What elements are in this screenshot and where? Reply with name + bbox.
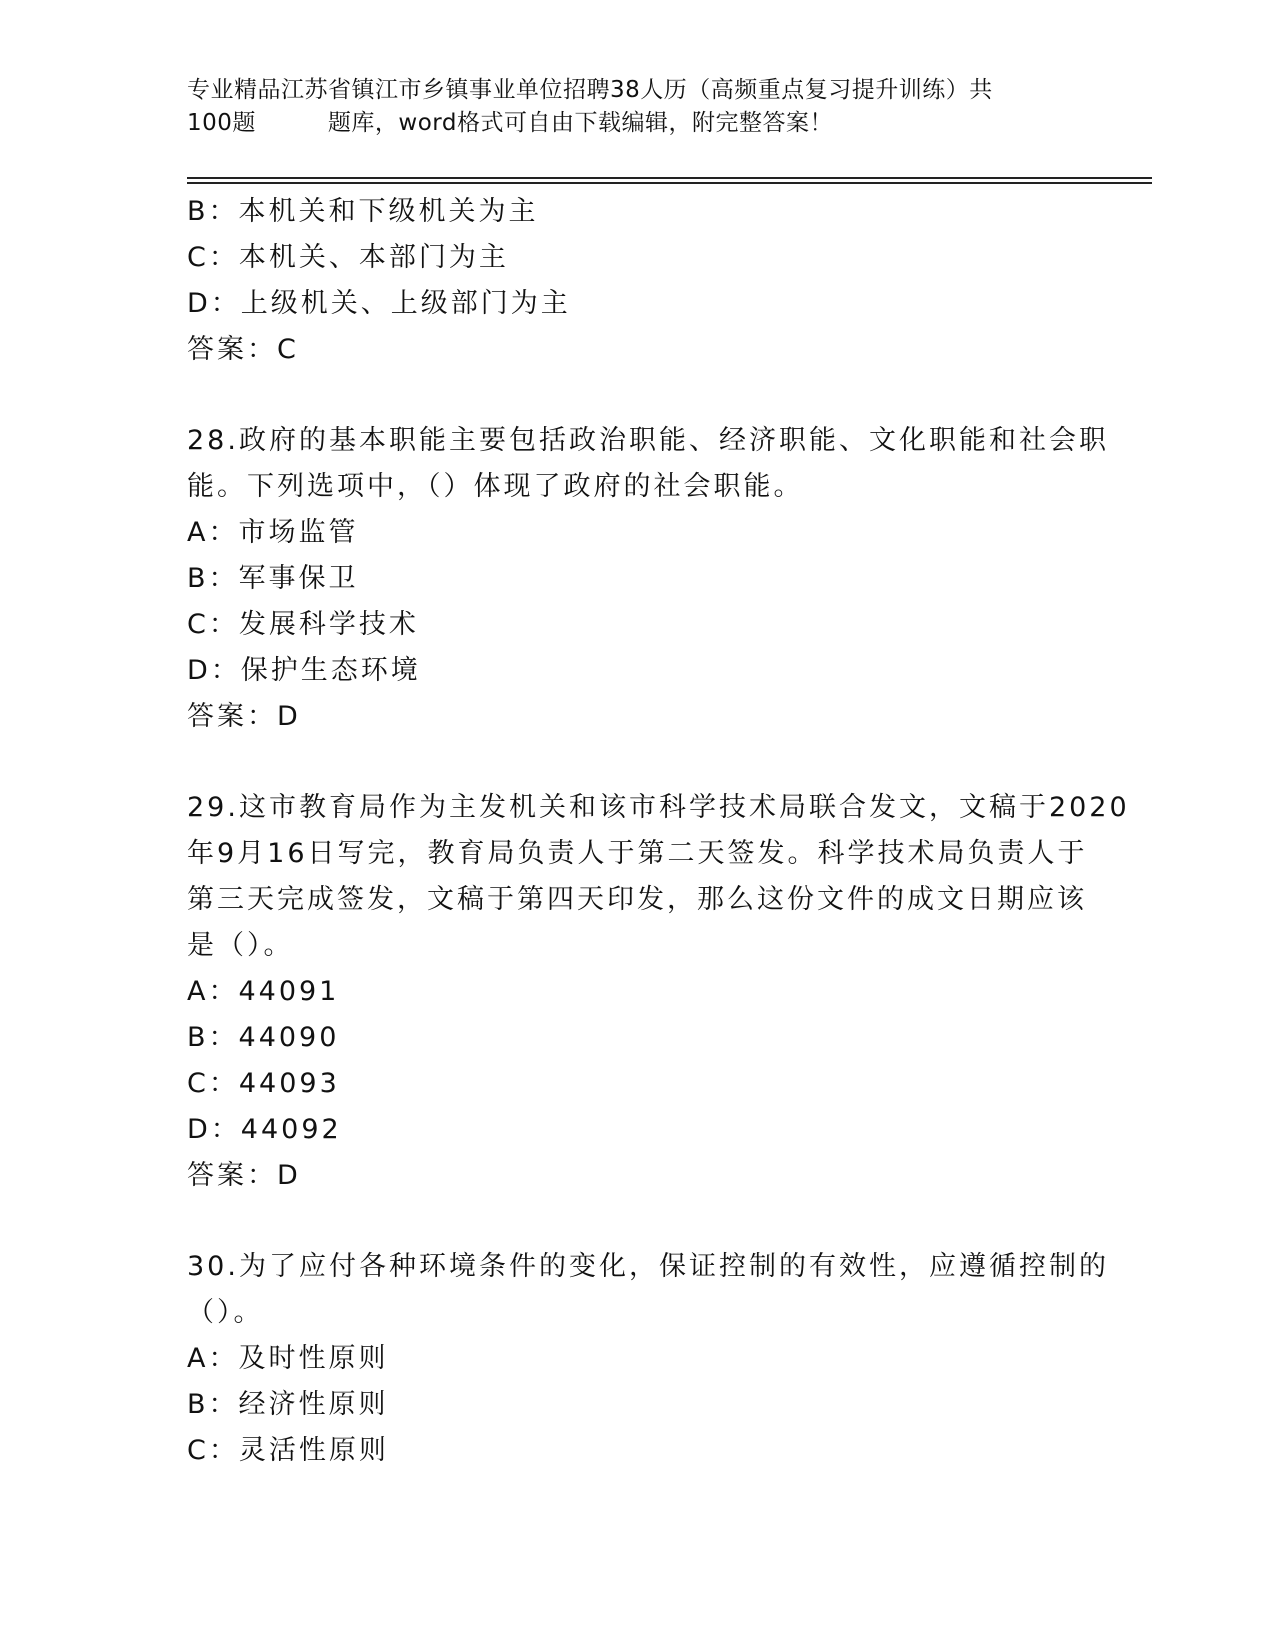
question-28-text-2: 能。下列选项中，（）体现了政府的社会职能。	[187, 471, 804, 502]
option-d: D：保护生态环境	[187, 655, 421, 686]
option-c: C：本机关、本部门为主	[187, 242, 509, 273]
option-b: B：44090	[187, 1022, 340, 1053]
question-29-text-3: 第三天完成签发，文稿于第四天印发，那么这份文件的成文日期应该	[187, 884, 1087, 915]
option-b: B：军事保卫	[187, 563, 359, 594]
header-description: 题库，word格式可自由下载编辑，附完整答案！	[327, 110, 833, 136]
option-c: C：灵活性原则	[187, 1435, 389, 1466]
option-c: C：44093	[187, 1068, 340, 1099]
option-a: A：及时性原则	[187, 1343, 389, 1374]
option-b: B：经济性原则	[187, 1389, 389, 1420]
header-divider-bottom	[187, 182, 1152, 184]
question-29-text-2: 年9月16日写完，教育局负责人于第二天签发。科学技术局负责人于	[187, 838, 1088, 869]
document-header	[187, 74, 1087, 140]
option-d: D：44092	[187, 1114, 342, 1145]
header-line-2	[187, 107, 1087, 140]
question-28-text-1: 28.政府的基本职能主要包括政治职能、经济职能、文化职能和社会职	[187, 425, 1109, 456]
question-30-text-1: 30.为了应付各种环境条件的变化，保证控制的有效性，应遵循控制的	[187, 1251, 1109, 1282]
option-a: A：44091	[187, 976, 340, 1007]
answer: 答案：D	[187, 701, 301, 732]
option-d: D：上级机关、上级部门为主	[187, 288, 571, 319]
option-c: C：发展科学技术	[187, 609, 419, 640]
option-a: A：市场监管	[187, 517, 359, 548]
question-29-text-4: 是（）。	[187, 930, 294, 961]
answer: 答案：C	[187, 334, 299, 365]
question-content	[187, 189, 1130, 1474]
header-question-count: 100题	[187, 110, 256, 136]
question-29-text-1: 29.这市教育局作为主发机关和该市科学技术局联合发文，文稿于2020	[187, 792, 1130, 823]
header-line-1: 专业精品江苏省镇江市乡镇事业单位招聘38人历（高频重点复习提升训练）共	[187, 77, 993, 103]
header-divider-top	[187, 177, 1152, 179]
question-30-text-2: （）。	[187, 1297, 264, 1328]
answer: 答案：D	[187, 1160, 301, 1191]
option-b: B：本机关和下级机关为主	[187, 196, 539, 227]
